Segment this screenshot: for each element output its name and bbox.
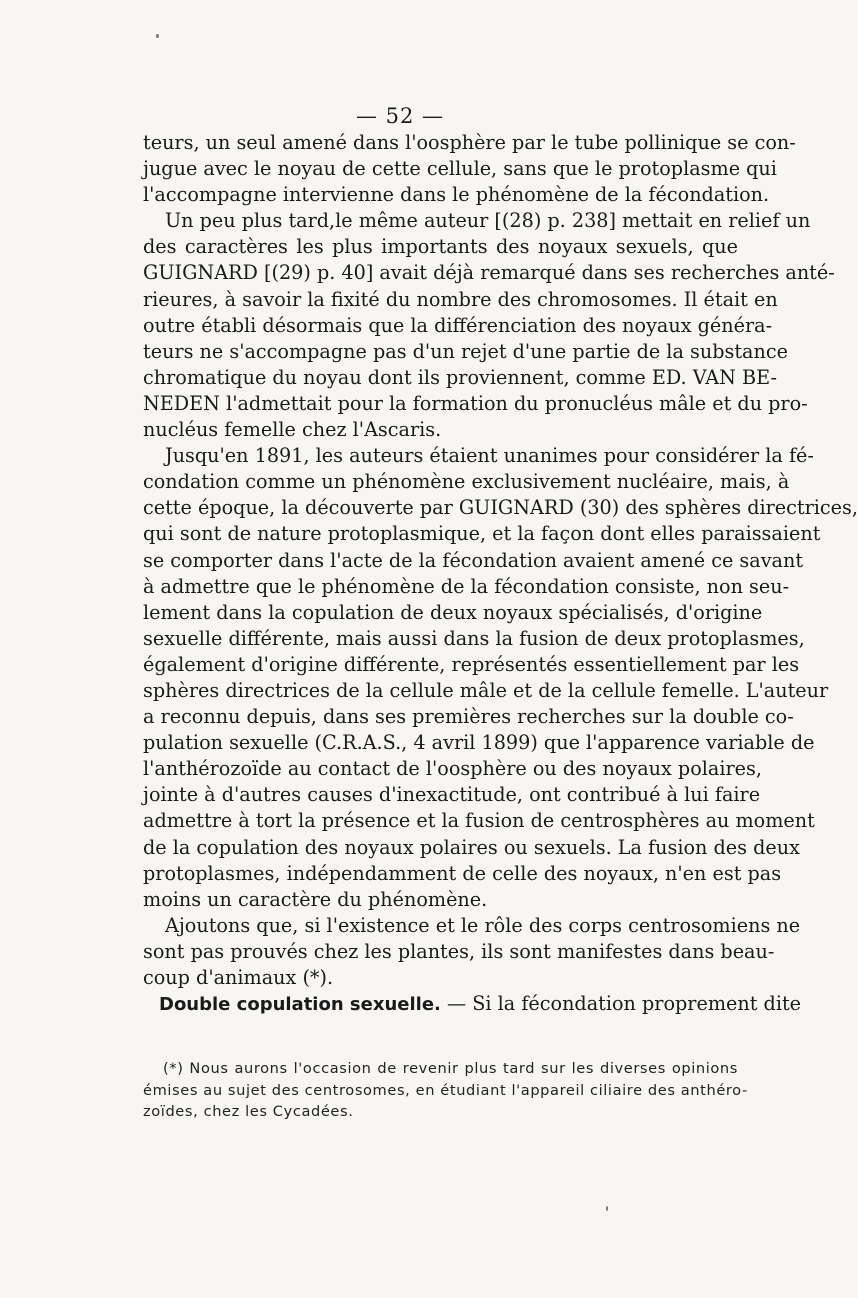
footnote-line: zoïdes, chez les Cycadées. — [143, 1103, 354, 1120]
section-heading-line — [143, 991, 802, 1017]
body-text — [143, 130, 858, 1017]
text-line: Ajoutons que, si l'existence et le rôle des corps centrosomiens ne — [165, 913, 801, 937]
text-line: jugue avec le noyau de cette cellule, sans que le protoplasme qui — [143, 157, 777, 181]
text-line: de la copulation des noyaux polaires ou sexuels. La fusion des deux — [143, 835, 800, 859]
page-number: — 52 — — [355, 104, 445, 128]
text-line: rieures, à savoir la fixité du nombre des chromosomes. Il était en — [143, 287, 778, 311]
text-line: se comporter dans l'acte de la fécondation avaient amené ce savant — [143, 548, 804, 572]
text-line: Jusqu'en 1891, les auteurs étaient unanimes pour considérer la fé- — [165, 444, 814, 468]
text-line: teurs ne s'accompagne pas d'un rejet d'une partie de la substance — [143, 339, 788, 363]
footnote-line: (*) Nous aurons l'occasion de revenir plus tard sur les diverses opinions — [163, 1060, 738, 1077]
text-line: protoplasmes, indépendamment de celle des noyaux, n'en est pas — [143, 861, 782, 885]
heading-line-text: — Si la fécondation proprement dite — [440, 992, 802, 1016]
text-line: des caractères les plus importants des noyaux sexuels, que — [143, 235, 738, 259]
text-line: outre établi désormais que la différenciation des noyaux généra- — [143, 313, 773, 337]
text-line: à admettre que le phénomène de la fécondation consiste, non seu- — [143, 574, 790, 598]
text-line: chromatique du noyau dont ils proviennent, comme ED. VAN BE- — [143, 365, 777, 389]
text-line: condation comme un phénomène exclusivement nucléaire, mais, à — [143, 470, 790, 494]
text-line: cette époque, la découverte par GUIGNARD (30) des sphères directrices, — [143, 496, 858, 520]
text-line: nucléus femelle chez l'Ascaris. — [143, 418, 442, 442]
text-line: sont pas prouvés chez les plantes, ils sont manifestes dans beau- — [143, 939, 775, 963]
text-line: GUIGNARD [(29) p. 40] avait déjà remarqué dans ses recherches anté- — [143, 261, 835, 285]
paper-speck — [606, 1206, 608, 1211]
text-line: également d'origine différente, représentés essentiellement par les — [143, 652, 800, 676]
text-line: qui sont de nature protoplasmique, et la façon dont elles paraissaient — [143, 522, 821, 546]
text-line: NEDEN l'admettait pour la formation du pronucléus mâle et du pro- — [143, 391, 808, 415]
footnote — [143, 1058, 748, 1123]
text-line: lement dans la copulation de deux noyaux spécialisés, d'origine — [143, 600, 763, 624]
text-line: admettre à tort la présence et la fusion de centrosphères au moment — [143, 809, 815, 833]
text-line: coup d'animaux (*). — [143, 966, 334, 989]
text-line: pulation sexuelle (C.R.A.S., 4 avril 1899) que l'apparence variable de — [143, 731, 815, 755]
text-line: sphères directrices de la cellule mâle et de la cellule femelle. L'auteur — [143, 678, 829, 702]
paper-speck — [156, 34, 159, 38]
footnote-line: émises au sujet des centrosomes, en étudiant l'appareil ciliaire des anthéro- — [143, 1081, 748, 1099]
text-line: sexuelle différente, mais aussi dans la fusion de deux protoplasmes, — [143, 626, 805, 650]
text-line: l'accompagne intervienne dans le phénomène de la fécondation. — [143, 183, 770, 207]
text-line: jointe à d'autres causes d'inexactitude, ont contribué à lui faire — [143, 783, 761, 807]
text-line: l'anthérozoïde au contact de l'oosphère ou des noyaux polaires, — [143, 757, 762, 781]
text-line: Un peu plus tard,le même auteur [(28) p. 238] mettait en relief un — [165, 209, 811, 233]
text-line: moins un caractère du phénomène. — [143, 887, 488, 911]
text-line: a reconnu depuis, dans ses premières recherches sur la double co- — [143, 705, 794, 729]
text-line: teurs, un seul amené dans l'oosphère par le tube pollinique se con- — [143, 131, 796, 154]
section-heading: Double copulation sexuelle. — [159, 994, 441, 1016]
